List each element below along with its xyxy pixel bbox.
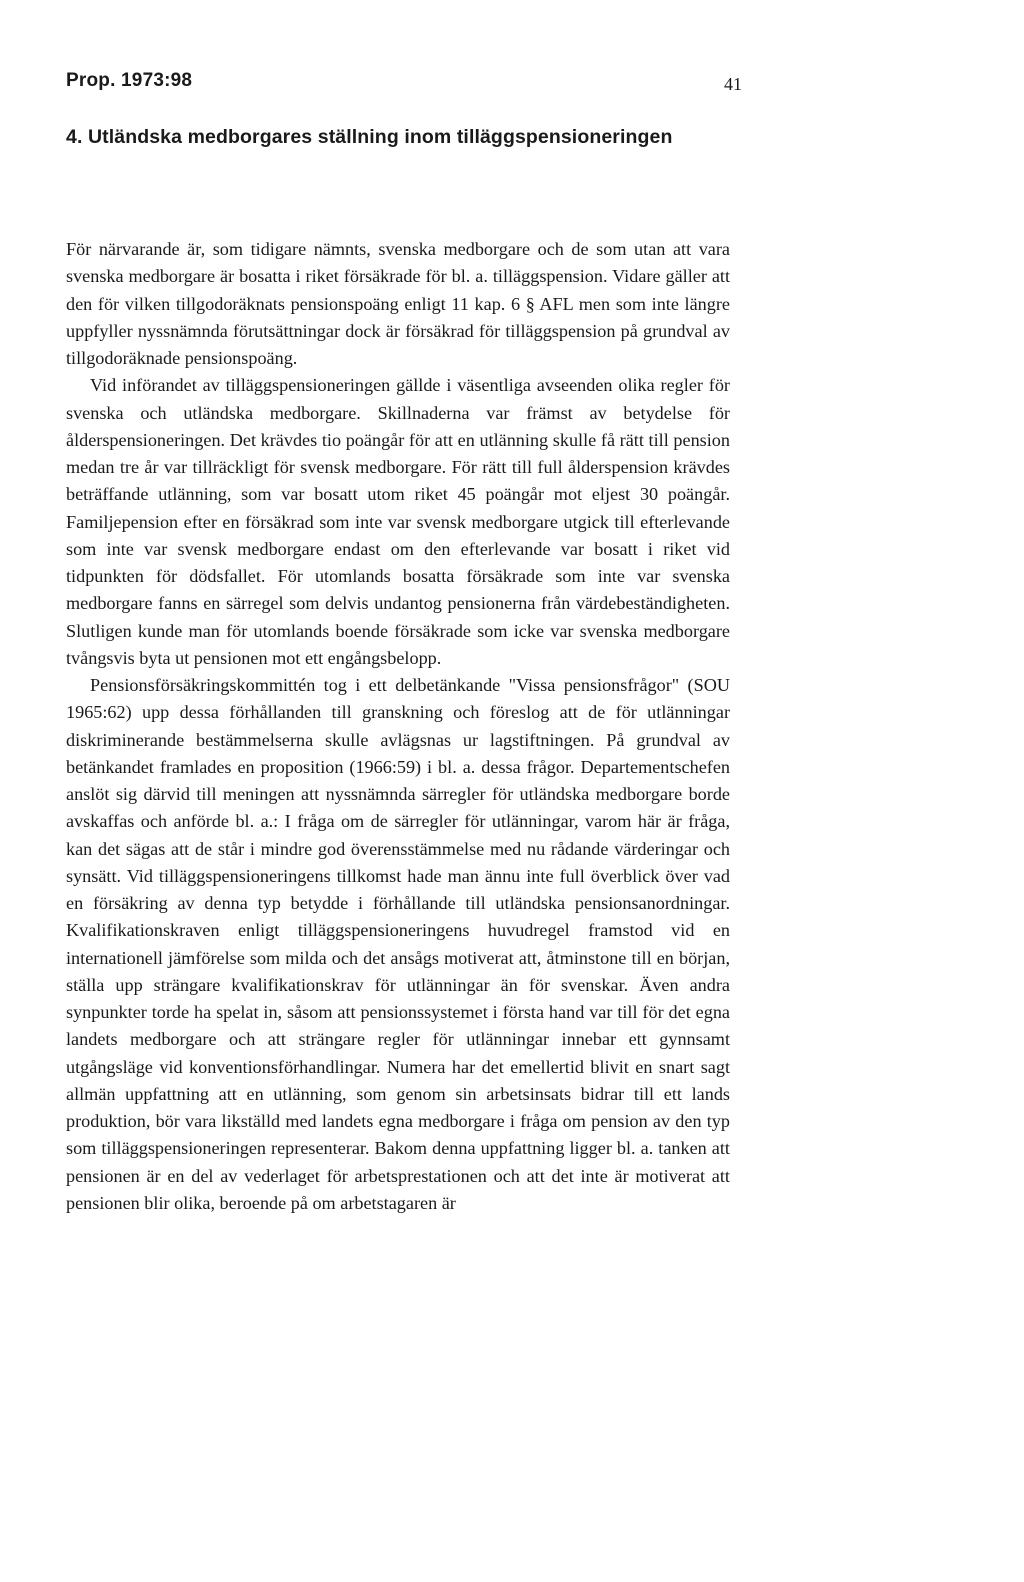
paragraph-insurance-status: För närvarande är, som tidigare nämnts, svenska medborgare och de som utan att vara svenska medborgare är bosatta i riket försäkrade för bl. a. tilläggspension. Vidare gäller att den för vilken tillgodoräknats pensionspoäng enligt 11 kap. 6 § AFL men som inte längre uppfyller nyssnämnda förutsättningar dock är försäkrad för tilläggspension på grundval av tillgodoräknade pensionspoäng. (66, 239, 730, 368)
paragraph-historical-rules: Vid införandet av tilläggspensioneringen gällde i väsentliga avseenden olika regler för svenska och utländska medborgare. Skillnaderna var främst av betydelse för ålderspensioneringen. Det krävdes tio poängår för att en utlänning skulle få rätt till pension medan tre år var tillräckligt för svensk medborgare. För rätt till full ålderspension krävdes beträffande utlänning, som var bosatt utom riket 45 poängår mot eljest 30 poängår. Familjepension efter en försäkrad som inte var svensk medborgare utgick till efterlevande som inte var svensk medborgare endast om den efterlevande var bosatt i riket vid tidpunkten för dödsfallet. För utomlands bosatta försäkrade som inte var svenska medborgare fanns en särregel som delvis undantog pensionerna från värdebeständigheten. Slutligen kunde man för utomlands boende försäkrade som icke var svenska medborgare tvångsvis byta ut pensionen mot ett engångsbelopp. (66, 375, 730, 668)
running-header (66, 70, 742, 100)
page-number: 41 (724, 74, 742, 94)
body-text (66, 236, 730, 1217)
proposition-reference: Prop. 1973:98 (66, 70, 193, 91)
paragraph-committee-proposal: Pensionsförsäkringskommittén tog i ett delbetänkande "Vissa pensionsfrågor" (SOU 1965:62) upp dessa förhållanden till granskning och föreslog att de för utlänningar diskriminerande bestämmelserna skulle avlägsnas ur lagstiftningen. På grundval av betänkandet framlades en proposition (1966:59) i bl. a. dessa frågor. Departementschefen anslöt sig därvid till meningen att nyssnämnda särregler för utländska medborgare borde avskaffas och anförde bl. a.: I fråga om de särregler för utlänningar, varom här är fråga, kan det sägas att de står i mindre god överensstämmelse med nu rådande värderingar och synsätt. Vid tilläggspensioneringens tillkomst hade man ännu inte full överblick över vad en försäkring av denna typ betydde i förhållande till utländska pensionsanordningar. Kvalifikationskraven enligt tilläggspensioneringens huvudregel framstod vid en internationell jämförelse som milda och det ansågs motiverat att, åtminstone till en början, ställa upp strängare kvalifikationskrav för utlänningar än för svenskar. Även andra synpunkter torde ha spelat in, såsom att pensionssystemet i första hand var till för det egna landets medborgare och att strängare regler för utlänningar innebar ett gynnsamt utgångsläge vid konventionsförhandlingar. Numera har det emellertid blivit en snart sagt allmän uppfattning att en utlänning, som genom sin arbetsinsats bidrar till ett lands produktion, bör vara likställd med landets egna medborgare i fråga om pension av den typ som tilläggspensioneringen representerar. Bakom denna uppfattning ligger bl. a. tanken att pensionen är en del av vederlaget för arbetsprestationen och att det inte är motiverat att pensionen blir olika, beroende på om arbetstagaren är (66, 675, 730, 1213)
section-heading: 4. Utländska medborgares ställning inom tilläggspensioneringen (66, 126, 673, 148)
